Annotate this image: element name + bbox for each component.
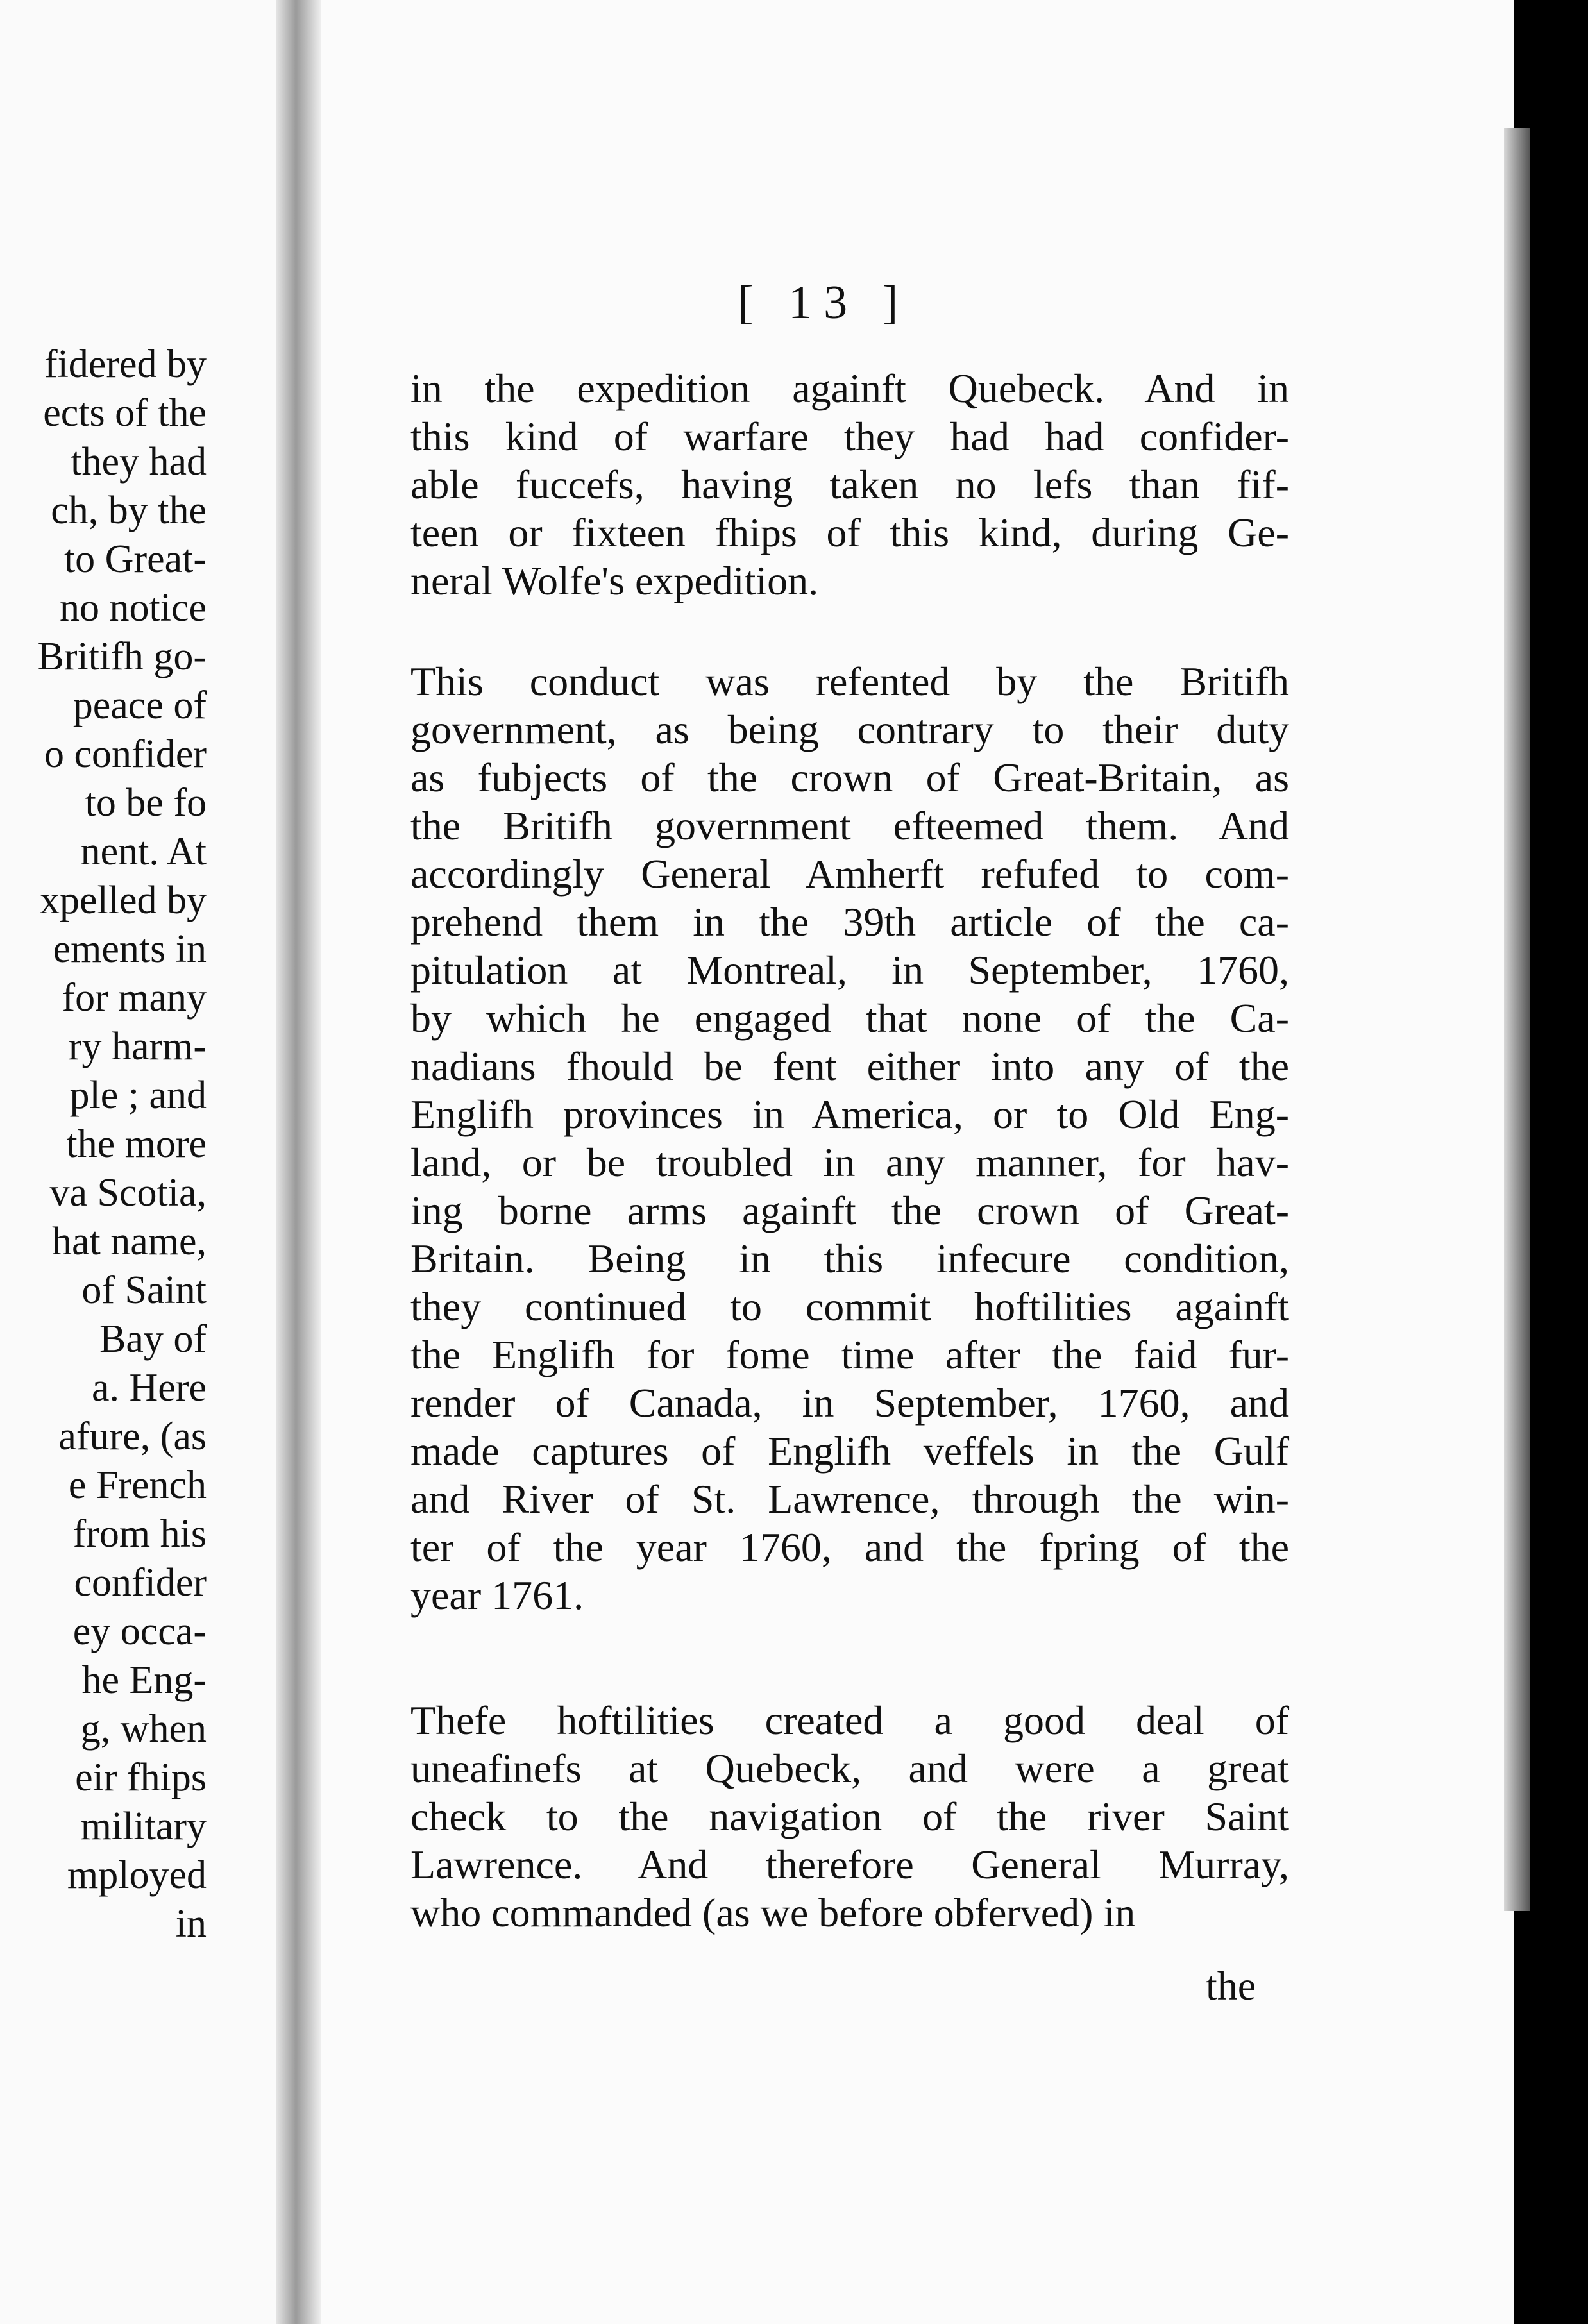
text-line: Britain. Being in this infecure condition, — [410, 1236, 1289, 1281]
catchword: the — [1206, 1963, 1256, 2008]
text-line: made captures of Englifh veffels in the Gulf — [410, 1428, 1289, 1474]
text-line: Thefe hoftilities created a good deal of — [410, 1697, 1289, 1743]
left-page-line: confider — [74, 1561, 207, 1604]
text-line: ter of the year 1760, and the fpring of the — [410, 1524, 1289, 1570]
paragraph-2 — [410, 657, 1289, 1619]
left-page-line: hat name, — [51, 1220, 207, 1263]
left-page-line: a. Here — [92, 1366, 207, 1410]
left-page-line: of Saint — [81, 1268, 207, 1312]
text-line: nadians fhould be fent either into any of the — [410, 1043, 1289, 1089]
text-line: who commanded (as we before obferved) in — [410, 1890, 1136, 1935]
text-line: accordingly General Amherft refufed to com- — [410, 851, 1289, 897]
left-page-line: for many — [62, 976, 207, 1020]
left-page-line: ements in — [53, 927, 207, 971]
left-page-line: afure, (as — [58, 1415, 207, 1458]
text-line: able fuccefs, having taken no lefs than fif- — [410, 462, 1289, 507]
paragraph-1 — [410, 364, 1289, 605]
text-line: government, as being contrary to their duty — [410, 707, 1289, 752]
text-line: this kind of warfare they had had confider- — [410, 414, 1289, 459]
left-page-line: fidered by — [44, 342, 207, 386]
text-line: year 1761. — [410, 1572, 584, 1618]
left-page-line: va Scotia, — [49, 1171, 207, 1215]
text-line: pitulation at Montreal, in September, 1760, — [410, 947, 1289, 993]
left-page-line: mployed — [67, 1853, 207, 1897]
left-page-line: ey occa- — [72, 1610, 207, 1653]
left-page-line: military — [80, 1805, 207, 1848]
text-line: Lawrence. And therefore General Murray, — [410, 1842, 1289, 1887]
left-page-line: eir fhips — [75, 1756, 207, 1799]
text-line: Englifh provinces in America, or to Old Eng- — [410, 1091, 1289, 1137]
book-gutter — [276, 0, 321, 2324]
text-line: prehend them in the 39th article of the ca- — [410, 899, 1289, 945]
left-page-line: from his — [72, 1512, 207, 1556]
left-page — [0, 0, 276, 2324]
left-page-line: in — [175, 1902, 207, 1946]
text-line: they continued to commit hoftilities againft — [410, 1284, 1289, 1329]
left-page-line: the more — [66, 1122, 207, 1166]
text-line: teen or fixteen fhips of this kind, during Ge- — [410, 510, 1289, 555]
left-page-line: Britifh go- — [37, 635, 207, 678]
left-page-line: e French — [68, 1463, 207, 1507]
left-page-line: xpelled by — [40, 879, 207, 922]
left-page-line: to Great- — [63, 537, 207, 581]
text-line: the Englifh for fome time after the faid fur- — [410, 1332, 1289, 1377]
left-page-line: ple ; and — [69, 1074, 207, 1117]
text-line: and River of St. Lawrence, through the win- — [410, 1476, 1289, 1522]
page-number: [ 13 ] — [738, 276, 910, 329]
text-line: in the expedition againft Quebeck. And in — [410, 366, 1289, 411]
left-page-line: no notice — [60, 586, 207, 630]
left-page-line: ry harm- — [68, 1025, 207, 1068]
left-page-line: g, when — [80, 1707, 207, 1751]
text-line: uneafinefs at Quebeck, and were a great — [410, 1746, 1289, 1791]
page-edge — [1504, 128, 1530, 1911]
left-page-line: nent. At — [80, 830, 207, 873]
left-page-line: peace of — [72, 684, 207, 727]
left-page-line: he Eng- — [81, 1658, 207, 1702]
text-line: ing borne arms againft the crown of Great- — [410, 1188, 1289, 1233]
left-page-line: they had — [71, 440, 207, 484]
text-line: the Britifh government efteemed them. And — [410, 803, 1289, 848]
text-line: check to the navigation of the river Saint — [410, 1794, 1289, 1839]
left-page-line: o confider — [44, 732, 207, 776]
paragraph-3 — [410, 1696, 1289, 1937]
left-page-text — [38, 340, 207, 1948]
text-line: This conduct was refented by the Britifh — [410, 659, 1289, 704]
left-page-line: to be fo — [85, 781, 207, 825]
text-line: render of Canada, in September, 1760, and — [410, 1380, 1289, 1426]
left-page-line: ch, by the — [51, 489, 207, 532]
text-line: by which he engaged that none of the Ca- — [410, 995, 1289, 1041]
text-line: neral Wolfe's expedition. — [410, 558, 819, 603]
text-line: as fubjects of the crown of Great-Britain, as — [410, 755, 1289, 800]
text-line: land, or be troubled in any manner, for hav- — [410, 1140, 1289, 1185]
left-page-line: Bay of — [99, 1317, 207, 1361]
left-page-line: ects of the — [43, 391, 207, 435]
